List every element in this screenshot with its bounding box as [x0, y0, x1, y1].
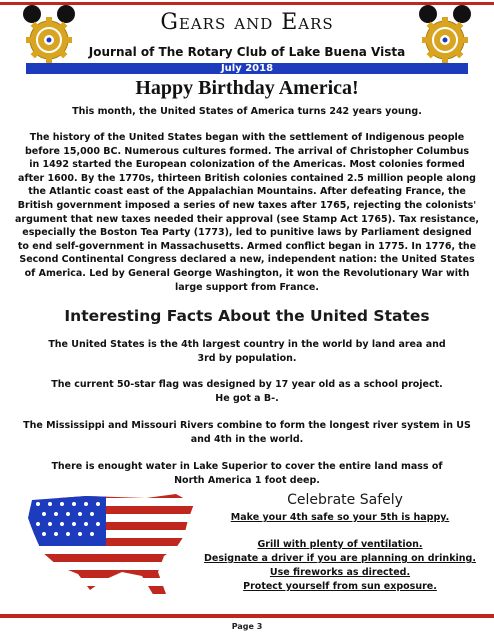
- body-line: after 1600. By the 1770s, thirteen British colonies contained 2.5 million people along: [18, 172, 476, 184]
- body-line: of America. Led by General George Washington, it won the Revolutionary War with: [24, 267, 470, 279]
- body-line: the Atlantic coast east of the Appalachian Mountains. After defeating France, the: [28, 186, 466, 198]
- fact-item: [20, 419, 474, 447]
- safety-tip: Use fireworks as directed.: [269, 567, 411, 578]
- article-body: [8, 131, 486, 294]
- body-line: British government imposed a series of new taxes after 1765, rejecting the colonists': [17, 199, 477, 211]
- article-lead: This month, the United States of America turns 242 years young.: [72, 106, 422, 117]
- fact-line: The current 50-star flag was designed by 17 year old as a school project.: [51, 379, 443, 390]
- us-map-flag-icon: [26, 490, 202, 602]
- fact-line: There is enought water in Lake Superior to cover the entire land mass of: [51, 461, 443, 472]
- body-line: The history of the United States began with the settlement of Indigenous people: [29, 132, 465, 143]
- fact-line: He got a B-.: [215, 393, 279, 404]
- page-number: Page 3: [231, 622, 263, 631]
- body-line: large support from France.: [175, 281, 319, 293]
- celebrate-heading: Celebrate Safely: [287, 492, 403, 508]
- fact-item: [20, 338, 474, 366]
- fact-line: and 4th in the world.: [190, 434, 304, 445]
- celebrate-tagline: Make your 4th safe so your 5th is happy.: [230, 512, 450, 523]
- masthead-subtitle: Journal of The Rotary Club of Lake Buena Vista: [88, 45, 406, 59]
- safety-tip: Grill with plenty of ventilation.: [257, 539, 423, 550]
- body-line: argument that new taxes needed their approval (see Stamp Act 1765). Tax resistance,: [14, 213, 480, 225]
- fact-item: [20, 460, 474, 488]
- safety-tip: Protect yourself from sun exposure.: [243, 581, 437, 592]
- facts-heading: Interesting Facts About the United States: [64, 307, 430, 325]
- body-line: especially the Boston Tea Party (1773), led to punitive laws by Parliament designed: [22, 227, 472, 239]
- fact-item: [20, 378, 474, 406]
- fact-line: North America 1 foot deep.: [174, 475, 320, 486]
- masthead-title: Gears and Ears: [160, 10, 334, 35]
- issue-date-banner: July 2018: [26, 63, 468, 74]
- fact-line: The United States is the 4th largest country in the world by land area and: [48, 339, 446, 350]
- fact-line: The Mississippi and Missouri Rivers combine to form the longest river system in US: [23, 420, 471, 431]
- bottom-red-rule: [0, 614, 494, 618]
- fact-line: 3rd by population.: [197, 353, 297, 364]
- body-line: in 1492 started the European colonization of the Americas. Most colonies formed: [29, 159, 465, 171]
- body-line: Second Continental Congress declared a new, independent nation: the United States: [19, 254, 475, 266]
- safety-tip: Designate a driver if you are planning on drinking.: [204, 553, 476, 564]
- body-line: to end self-government in Massachusetts. Armed conflict began in 1775. In 1776, the: [17, 240, 477, 252]
- body-line: before 15,000 BC. Numerous cultures formed. The arrival of Christopher Columbus: [24, 145, 470, 157]
- article-title: Happy Birthday America!: [135, 77, 359, 99]
